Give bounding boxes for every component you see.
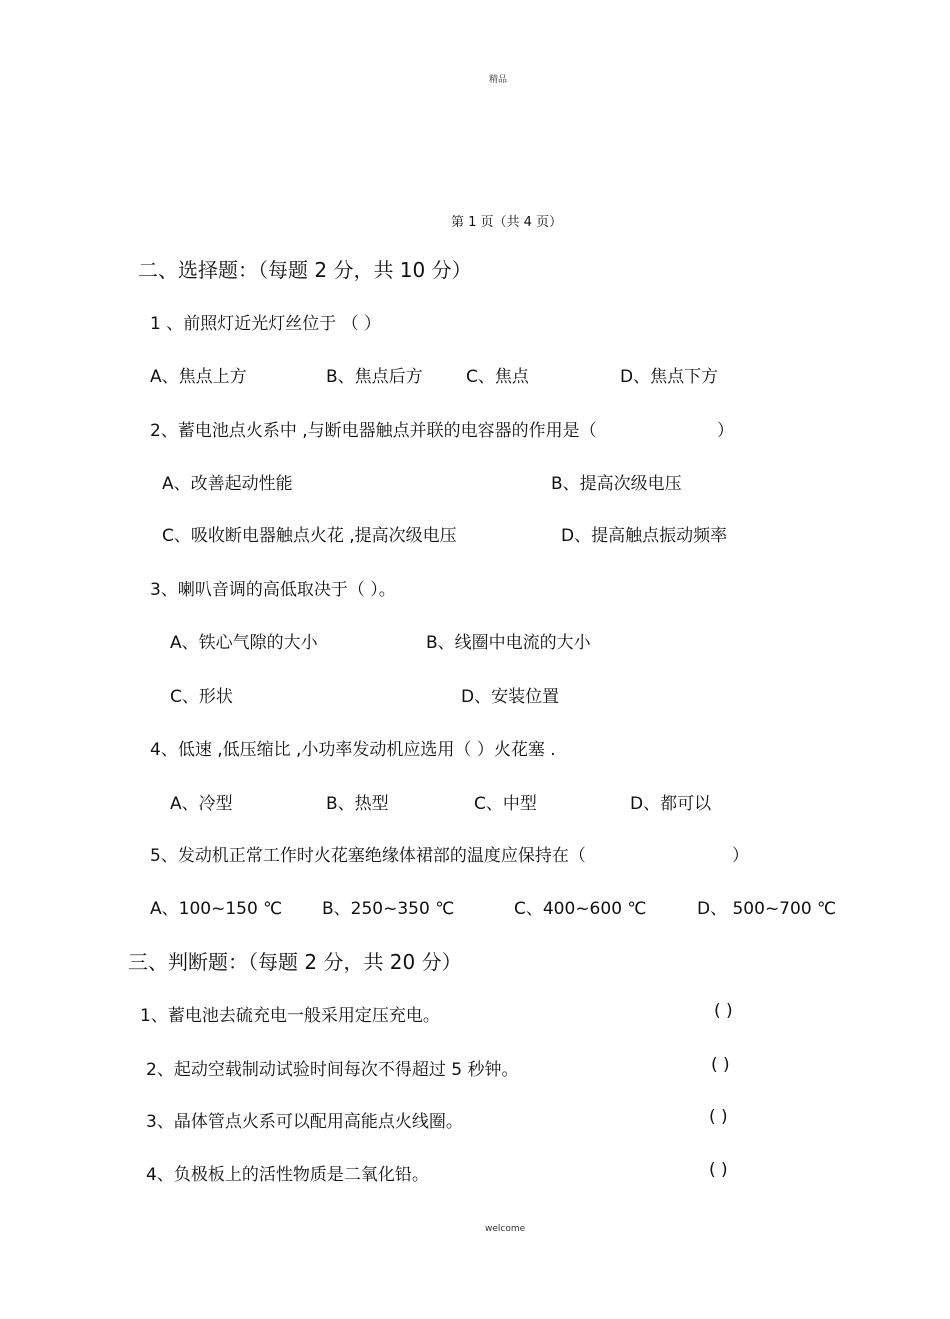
judge-answer-2: ( ) [711, 1055, 730, 1075]
section2-title: 二、选择题：（每题 2 分，共 10 分） [138, 258, 472, 282]
header-mark: 精品 [489, 75, 508, 85]
judge-answer-3: ( ) [709, 1107, 728, 1127]
q4-option-b: B、热型 [326, 794, 389, 814]
q5-option-c: C、400~600 ℃ [514, 899, 647, 919]
q3-option-c: C、形状 [170, 687, 233, 707]
judge-item-1: 1、蓄电池去硫充电一般采用定压充电。 [140, 1006, 440, 1026]
q3-option-b: B、线圈中电流的大小 [426, 633, 591, 653]
q4-option-a: A、冷型 [170, 794, 233, 814]
q1-option-d: D、焦点下方 [620, 367, 719, 387]
q2-option-c: C、吸收断电器触点火花 ,提高次级电压 [162, 526, 457, 546]
section3-title: 三、判断题：（每题 2 分，共 20 分） [128, 950, 462, 974]
q3-stem: 3、喇叭音调的高低取决于（ ）。 [150, 580, 396, 600]
q5-option-b: B、250~350 ℃ [322, 899, 455, 919]
q4-stem: 4、低速 ,低压缩比 ,小功率发动机应选用（ ）火花塞 . [150, 740, 556, 760]
judge-item-3: 3、晶体管点火系可以配用高能点火线圈。 [146, 1112, 463, 1132]
q2-close-paren: ） [717, 421, 734, 441]
q2-stem: 2、蓄电池点火系中 ,与断电器触点并联的电容器的作用是（ [150, 421, 597, 441]
q5-option-d: D、 500~700 ℃ [697, 899, 837, 919]
q2-option-b: B、提高次级电压 [551, 474, 682, 494]
q5-option-a: A、100~150 ℃ [150, 899, 283, 919]
q2-option-d: D、提高触点振动频率 [561, 526, 728, 546]
q3-option-d: D、安装位置 [461, 687, 560, 707]
footer-mark: welcome [485, 1224, 526, 1234]
q1-option-b: B、焦点后方 [326, 367, 423, 387]
judge-item-4: 4、负极板上的活性物质是二氧化铅。 [146, 1165, 429, 1185]
q4-option-d: D、都可以 [630, 794, 712, 814]
judge-item-2: 2、起动空载制动试验时间每次不得超过 5 秒钟。 [146, 1060, 519, 1080]
q5-close-paren: ） [732, 846, 749, 866]
q1-option-a: A、焦点上方 [150, 367, 247, 387]
judge-answer-4: ( ) [709, 1160, 728, 1180]
q2-option-a: A、改善起动性能 [162, 474, 293, 494]
q1-option-c: C、焦点 [466, 367, 529, 387]
q1-stem: 1 、前照灯近光灯丝位于 （ ） [150, 314, 382, 334]
page-number: 第 1 页（共 4 页） [451, 215, 563, 230]
judge-answer-1: ( ) [714, 1001, 733, 1021]
q4-option-c: C、中型 [474, 794, 537, 814]
q5-stem: 5、发动机正常工作时火花塞绝缘体裙部的温度应保持在（ [150, 846, 586, 866]
q3-option-a: A、铁心气隙的大小 [170, 633, 318, 653]
